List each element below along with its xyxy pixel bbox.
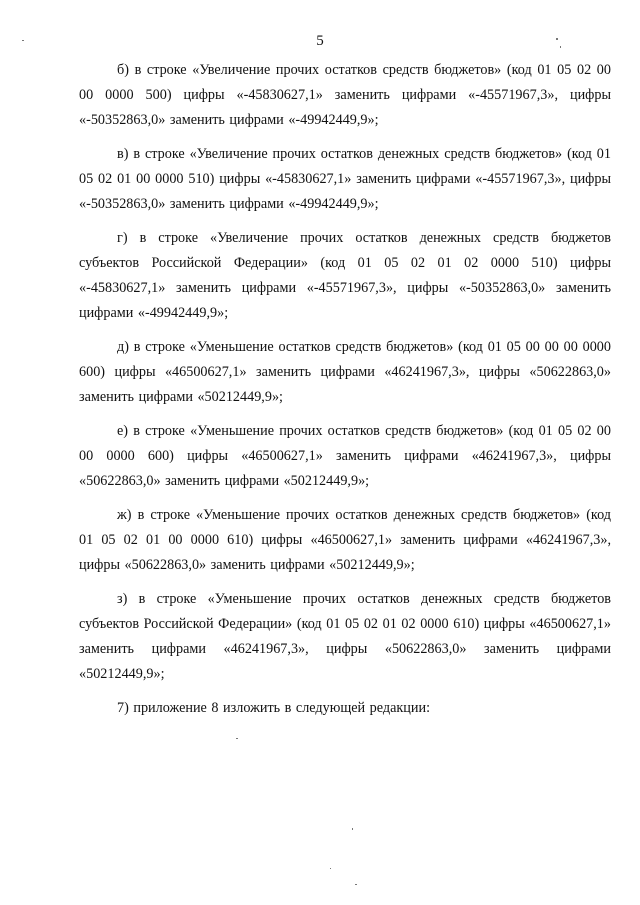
document-body — [79, 58, 611, 730]
scan-dot — [355, 884, 357, 885]
paragraph-d: д) в строке «Уменьшение остатков средств бюджетов» (код 01 05 00 00 00 0000 600) цифры «46500627,1» заменить цифрами «46241967,3», цифры «50622863,0» заменить цифрами «50212449,9»; — [79, 339, 611, 405]
page-number: 5 — [316, 33, 324, 49]
paragraph-b: б) в строке «Увеличение прочих остатков средств бюджетов» (код 01 05 02 00 00 0000 500) цифры «-45830627,1» заменить цифрами «-45571967,3», цифры «-50352863,0» заменить цифрами «-49942449,9»; — [79, 62, 611, 128]
paragraph-z: з) в строке «Уменьшение прочих остатков денежных средств бюджетов субъектов Российской Федерации» (код 01 05 02 01 02 0000 610) цифры «46500627,1» заменить цифрами «46241967,3», цифры «50622863,0» заменить цифрами «50212449,9»; — [79, 591, 611, 682]
paragraph-v: в) в строке «Увеличение прочих остатков денежных средств бюджетов» (код 01 05 02 01 00 0000 510) цифры «-45830627,1» заменить цифрами «-45571967,3», цифры «-50352863,0» заменить цифрами «-49942449,9»; — [79, 146, 611, 212]
paragraph-zh: ж) в строке «Уменьшение прочих остатков денежных средств бюджетов» (код 01 05 02 01 00 0000 610) цифры «46500627,1» заменить цифрами «46241967,3», цифры «50622863,0» заменить цифрами «50212449,9»; — [79, 507, 611, 573]
scan-dot — [22, 40, 24, 41]
scan-dot — [556, 38, 558, 40]
scan-dot — [236, 738, 238, 739]
scan-dot — [330, 868, 331, 869]
paragraph-7: 7) приложение 8 изложить в следующей редакции: — [117, 700, 431, 716]
paragraph-e: е) в строке «Уменьшение прочих остатков средств бюджетов» (код 01 05 02 00 00 0000 600) цифры «46500627,1» заменить цифрами «46241967,3», цифры «50622863,0» заменить цифрами «50212449,9»; — [79, 423, 611, 489]
scan-dot — [352, 828, 353, 830]
paragraph-g: г) в строке «Увеличение прочих остатков денежных средств бюджетов субъектов Российской Федерации» (код 01 05 02 01 02 0000 510) цифры «-45830627,1» заменить цифрами «-45571967,3», цифры «-50352863,0» заменить цифрами «-49942449,9»; — [79, 230, 611, 321]
scan-dot — [560, 46, 561, 48]
